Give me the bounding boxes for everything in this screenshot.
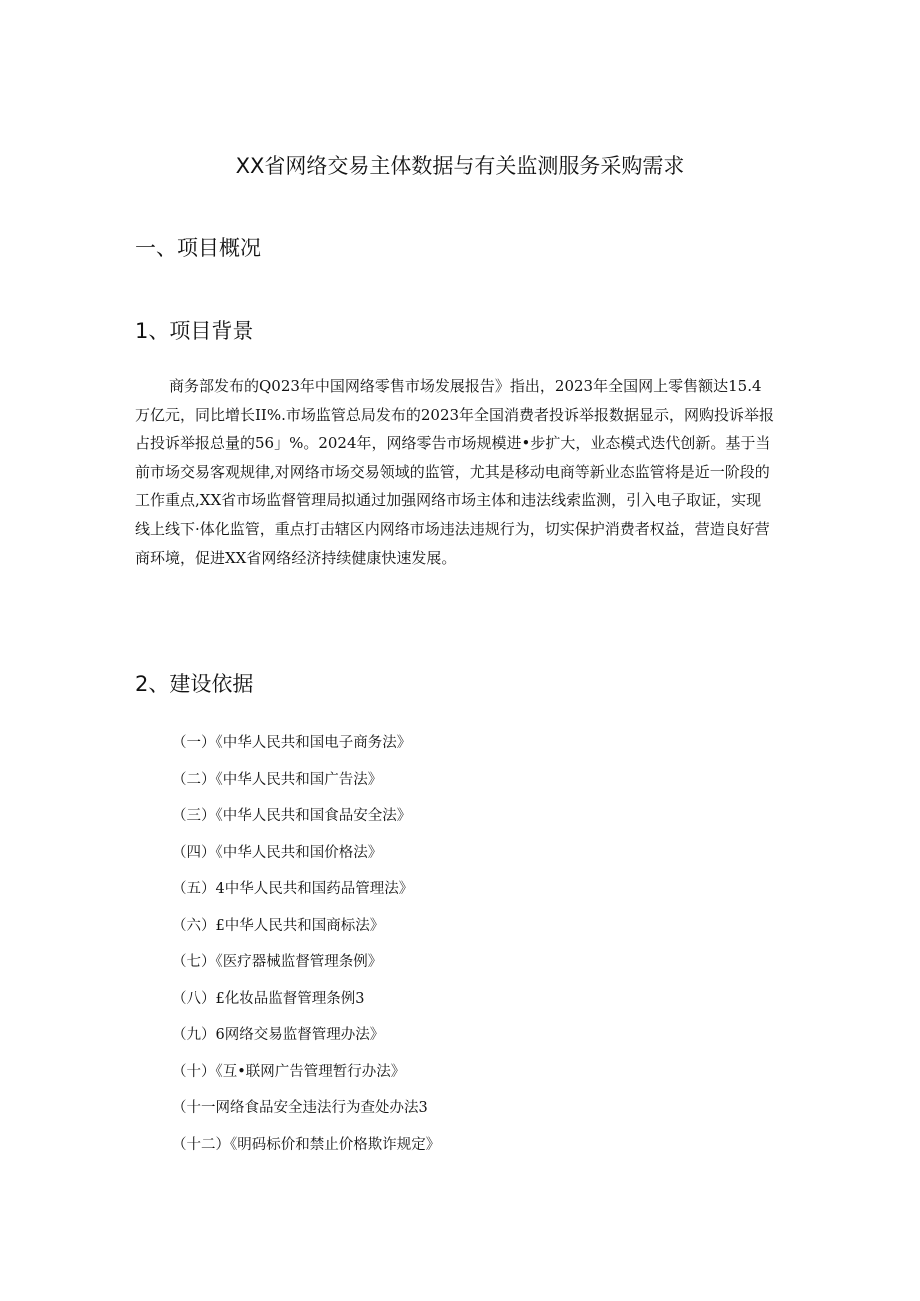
paragraph-line: 万亿元，同比增长II%.市场监管总局发布的2023年全国消费者投诉举报数据显示，网购投诉举报 — [135, 405, 775, 424]
list-item: （十二）《明码标价和禁止价格欺诈规定》 — [172, 1136, 441, 1153]
list-item: （五）4中华人民共和国药品管理法》 — [172, 881, 414, 897]
paragraph-line: 商环境，促进XX省网络经济持续健康快速发展。 — [135, 548, 457, 567]
subsection-heading-background: 1、项目背景 — [135, 319, 254, 343]
list-item: （三）《中华人民共和国食品安全法》 — [172, 808, 412, 824]
legal-basis-list — [172, 730, 440, 1168]
list-item: （十）《互•联网广告管理暂行办法》 — [172, 1063, 406, 1080]
list-item: （二）《中华人民共和国广告法》 — [172, 771, 383, 788]
list-item: （九）6网络交易监督管理办法》 — [172, 1027, 385, 1043]
paragraph-line: 线上线下·体化监管，重点打击辖区内网络市场违法违规行为，切实保护消费者权益，营造良好营 — [135, 519, 770, 538]
list-item: （四）《中华人民共和国价格法》 — [172, 844, 383, 861]
list-item: （十一网络食品安全违法行为查处办法3 — [172, 1100, 428, 1116]
list-item: （八）£化妆品监督管理条例3 — [172, 990, 365, 1007]
document-title: XX省网络交易主体数据与有关监测服务采购需求 — [235, 154, 685, 178]
paragraph-line: 商务部发布的Q023年中国网络零售市场发展报告》指出，2023年全国网上零售额达15.4 — [169, 377, 762, 395]
list-item: （七）《医疗器械监督管理条例》 — [172, 954, 383, 970]
section-heading-project-overview: 一、项目概况 — [135, 236, 261, 260]
paragraph-line: 占投诉举报总量的56」%。2024年，网络零告市场规模进•步扩大，业态模式迭代创新。基于当 — [135, 434, 771, 453]
list-item: （一）《中华人民共和国电子商务法》 — [172, 735, 412, 751]
paragraph-line: 前市场交易客观规律,对网络市场交易领域的监管，尤其是移动电商等新业态监管将是近一阶段的 — [135, 462, 770, 481]
list-item: （六）£中华人民共和国商标法》 — [172, 917, 385, 934]
background-paragraph — [135, 372, 787, 572]
subsection-heading-basis: 2、建设依据 — [135, 672, 254, 696]
paragraph-line: 工作重点,XX省市场监督管理局拟通过加强网络市场主体和违法线索监测，引入电子取证，实现 — [135, 491, 762, 510]
